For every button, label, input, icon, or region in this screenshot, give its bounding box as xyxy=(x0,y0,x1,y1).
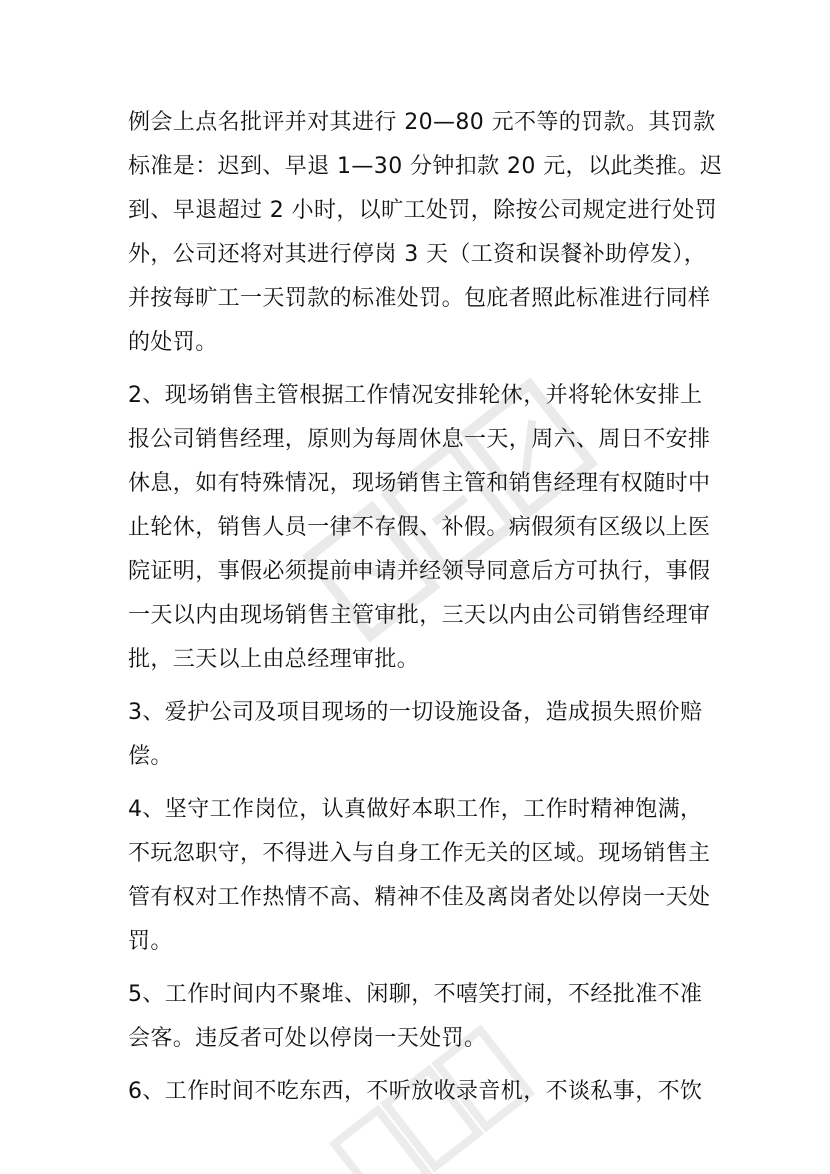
text-line: 4、坚守工作岗位，认真做好本职工作，工作时精神饱满， xyxy=(128,797,703,822)
document-body xyxy=(128,101,728,1114)
text-line: 偿。 xyxy=(128,744,173,769)
text-line: 休息，如有特殊情况，现场销售主管和销售经理有权随时中 xyxy=(128,471,711,496)
text-line: 止轮休，销售人员一律不存假、补假。病假须有区级以上医 xyxy=(128,515,711,540)
text-line: 6、工作时间不吃东西，不听放收录音机，不谈私事，不饮 xyxy=(128,1079,703,1104)
text-line: 的处罚。 xyxy=(128,330,218,355)
text-line: 一天以内由现场销售主管审批，三天以内由公司销售经理审 xyxy=(128,603,711,628)
text-line: 批，三天以上由总经理审批。 xyxy=(128,647,420,672)
text-line: 外，公司还将对其进行停岗 3 天（工资和误餐补助停发）， xyxy=(128,242,707,267)
text-line: 并按每旷工一天罚款的标准处罚。包庇者照此标准进行同样 xyxy=(128,286,711,311)
text-line: 报公司销售经理，原则为每周休息一天，周六、周日不安排 xyxy=(128,427,711,452)
text-line: 会客。违反者可处以停岗一天处罚。 xyxy=(128,1026,487,1051)
text-line: 罚。 xyxy=(128,929,173,954)
text-line: 2、现场销售主管根据工作情况安排轮休，并将轮休安排上 xyxy=(128,383,703,408)
text-line: 5、工作时间内不聚堆、闲聊，不嘻笑打闹，不经批准不准 xyxy=(128,982,703,1007)
text-line: 标准是：迟到、早退 1—30 分钟扣款 20 元，以此类推。迟 xyxy=(128,154,723,179)
text-line: 不玩忽职守，不得进入与自身工作无关的区域。现场销售主 xyxy=(128,841,711,866)
text-line: 3、爱护公司及项目现场的一切设施设备，造成损失照价赔 xyxy=(128,700,703,725)
text-line: 例会上点名批评并对其进行 20—80 元不等的罚款。其罚款 xyxy=(128,110,716,135)
text-line: 院证明，事假必须提前申请并经领导同意后方可执行，事假 xyxy=(128,559,711,584)
text-line: 到、早退超过 2 小时，以旷工处罚，除按公司规定进行处罚 xyxy=(128,198,718,223)
text-line: 管有权对工作热情不高、精神不佳及离岗者处以停岗一天处 xyxy=(128,885,711,910)
